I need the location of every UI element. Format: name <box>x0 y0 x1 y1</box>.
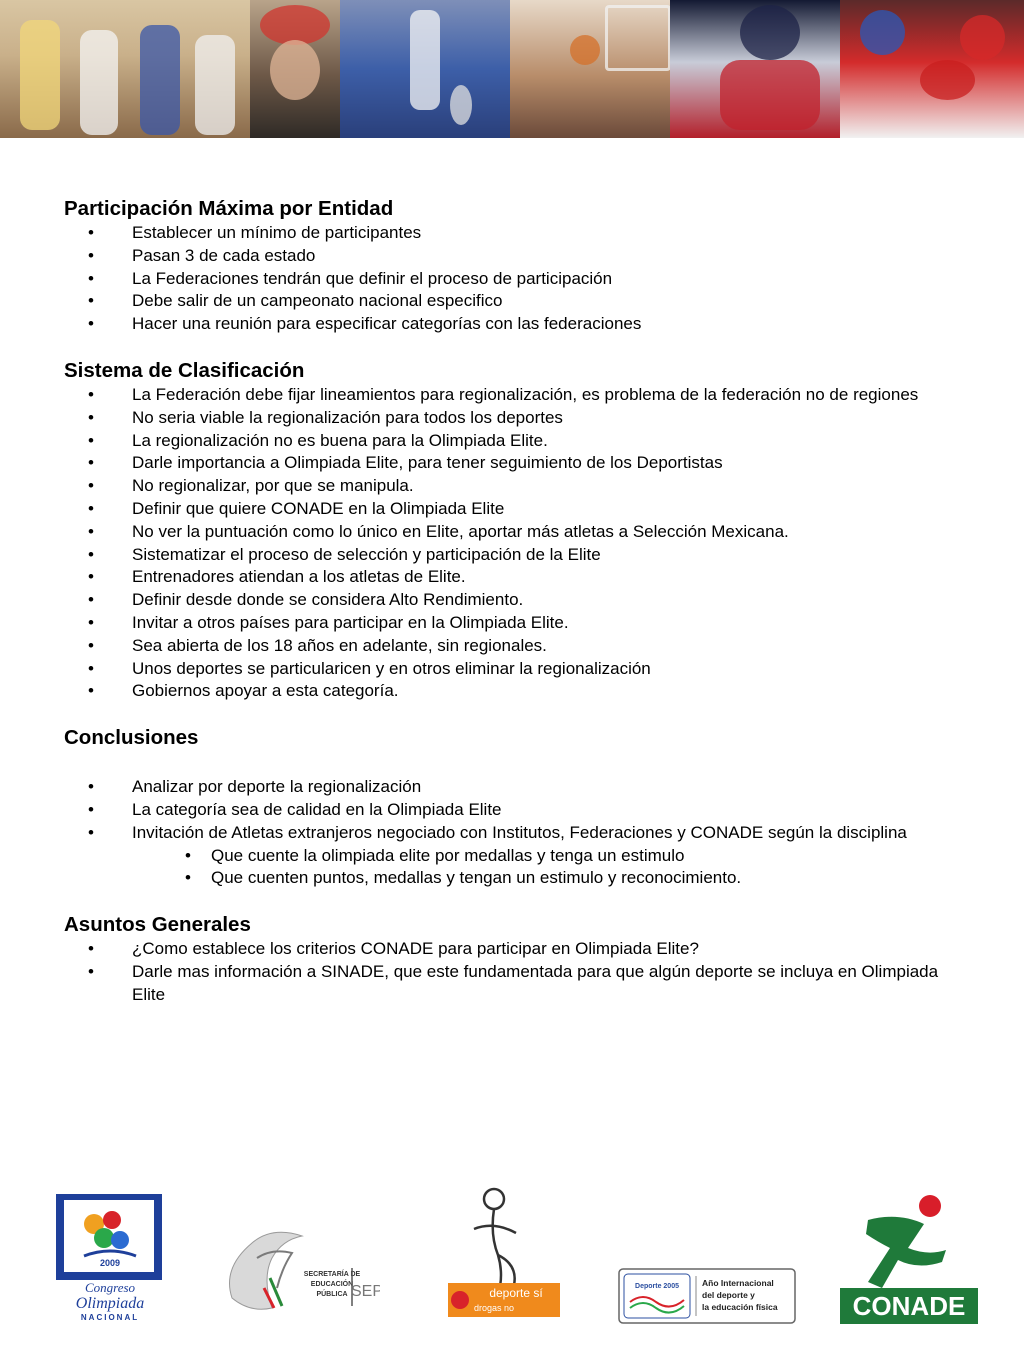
deporte-si-drogas-no-logo <box>448 1185 560 1317</box>
ano-internacional-deporte-logo <box>618 1268 796 1324</box>
banner-photo-baseball <box>670 0 840 138</box>
list-item: • Darle mas información a SINADE, que este fundamentada para que algún deporte se incluya en Olimpiada Elite <box>64 961 964 1007</box>
banner-photo-badminton <box>340 0 510 138</box>
list-clasificacion <box>64 384 964 703</box>
congreso-line1: Congreso <box>84 1280 136 1295</box>
list-item: • No seria viable la regionalización para todos los deportes <box>64 407 964 430</box>
list-item: • Analizar por deporte la regionalización <box>64 776 964 799</box>
list-item: • Definir que quiere CONADE en la Olimpiada Elite <box>64 498 964 521</box>
sports-photo-banner <box>0 0 1024 138</box>
list-asuntos <box>64 938 964 1006</box>
list-participacion <box>64 222 964 336</box>
congreso-year: 2009 <box>99 1258 121 1268</box>
ano-line1: Año Internacional <box>702 1278 774 1288</box>
banner-photo-runners <box>0 0 250 138</box>
runner-icon <box>866 1195 946 1288</box>
conade-logo <box>838 1192 980 1326</box>
sep-line2: EDUCACIÓN <box>310 1281 354 1288</box>
list-item: • Sistematizar el proceso de selección y participación de la Elite <box>64 544 964 567</box>
section-title-asuntos: Asuntos Generales <box>64 913 251 937</box>
list-item: • Invitar a otros países para participar en la Olimpiada Elite. <box>64 612 964 635</box>
list-item: • La Federación debe fijar lineamientos para regionalización, es problema de la federación no de regiones <box>64 384 964 407</box>
ano-line3: la educación física <box>702 1302 778 1312</box>
banner-photo-basketball <box>510 0 670 138</box>
list-item: • No regionalizar, por que se manipula. <box>64 475 964 498</box>
list-item: • Darle importancia a Olimpiada Elite, para tener seguimiento de los Deportistas <box>64 452 964 475</box>
list-item: • Gobiernos apoyar a esta categoría. <box>64 680 964 703</box>
conade-name: CONADE <box>852 1291 966 1321</box>
list-item: • Invitación de Atletas extranjeros negociado con Institutos, Federaciones y CONADE según la disciplina <box>64 822 964 845</box>
congreso-line2: Olimpiada <box>75 1295 145 1312</box>
list-item: • Pasan 3 de cada estado <box>64 245 964 268</box>
list-item: • Entrenadores atiendan a los atletas de Elite. <box>64 566 964 589</box>
list-item: • Hacer una reunión para especificar categorías con las federaciones <box>64 313 964 336</box>
list-item: • La Federaciones tendrán que definir el proceso de participación <box>64 268 964 291</box>
section-title-participacion: Participación Máxima por Entidad <box>64 197 394 220</box>
stick-figure-icon <box>474 1189 516 1295</box>
ball-icon <box>451 1291 469 1309</box>
sep-acronym: SEP <box>350 1283 380 1300</box>
list-item: • Unos deportes se particularicen y en otros eliminar la regionalización <box>64 658 964 681</box>
list-item: • La categoría sea de calidad en la Olimpiada Elite <box>64 799 964 822</box>
ano-line2: del deporte y <box>702 1290 755 1300</box>
list-conclusiones <box>64 776 964 890</box>
sep-line3: PÚBLICA <box>316 1291 348 1298</box>
list-item: • No ver la puntuación como lo único en Elite, aportar más atletas a Selección Mexicana. <box>64 521 964 544</box>
sub-list-item: • Que cuente la olimpiada elite por medallas y tenga un estimulo <box>64 845 964 868</box>
list-item: • Establecer un mínimo de participantes <box>64 222 964 245</box>
list-item: • Definir desde donde se considera Alto Rendimiento. <box>64 589 964 612</box>
banner-photo-chess <box>250 0 340 138</box>
deporte-line2: drogas no <box>473 1303 515 1313</box>
deporte-line1: deporte sí <box>489 1286 543 1300</box>
list-item: • Sea abierta de los 18 años en adelante, sin regionales. <box>64 635 964 658</box>
sep-line1: SECRETARÍA DE <box>303 1271 361 1278</box>
congreso-olimpiada-logo <box>54 1190 166 1324</box>
banner-photo-boxing <box>840 0 1024 138</box>
ano-badge: Deporte 2005 <box>635 1283 679 1290</box>
list-item: • ¿Como establece los criterios CONADE para participar en Olimpiada Elite? <box>64 938 964 961</box>
sub-list-item: • Que cuenten puntos, medallas y tengan un estimulo y reconocimiento. <box>64 867 964 890</box>
list-item: • Debe salir de un campeonato nacional especifico <box>64 290 964 313</box>
eagle-emblem-icon <box>230 1232 303 1309</box>
sep-logo <box>212 1218 380 1318</box>
document-body <box>64 196 964 1007</box>
section-title-clasificacion: Sistema de Clasificación <box>64 358 305 382</box>
section-title-conclusiones: Conclusiones <box>64 726 199 750</box>
congreso-line3: NACIONAL <box>80 1313 140 1322</box>
list-item: • La regionalización no es buena para la Olimpiada Elite. <box>64 430 964 453</box>
